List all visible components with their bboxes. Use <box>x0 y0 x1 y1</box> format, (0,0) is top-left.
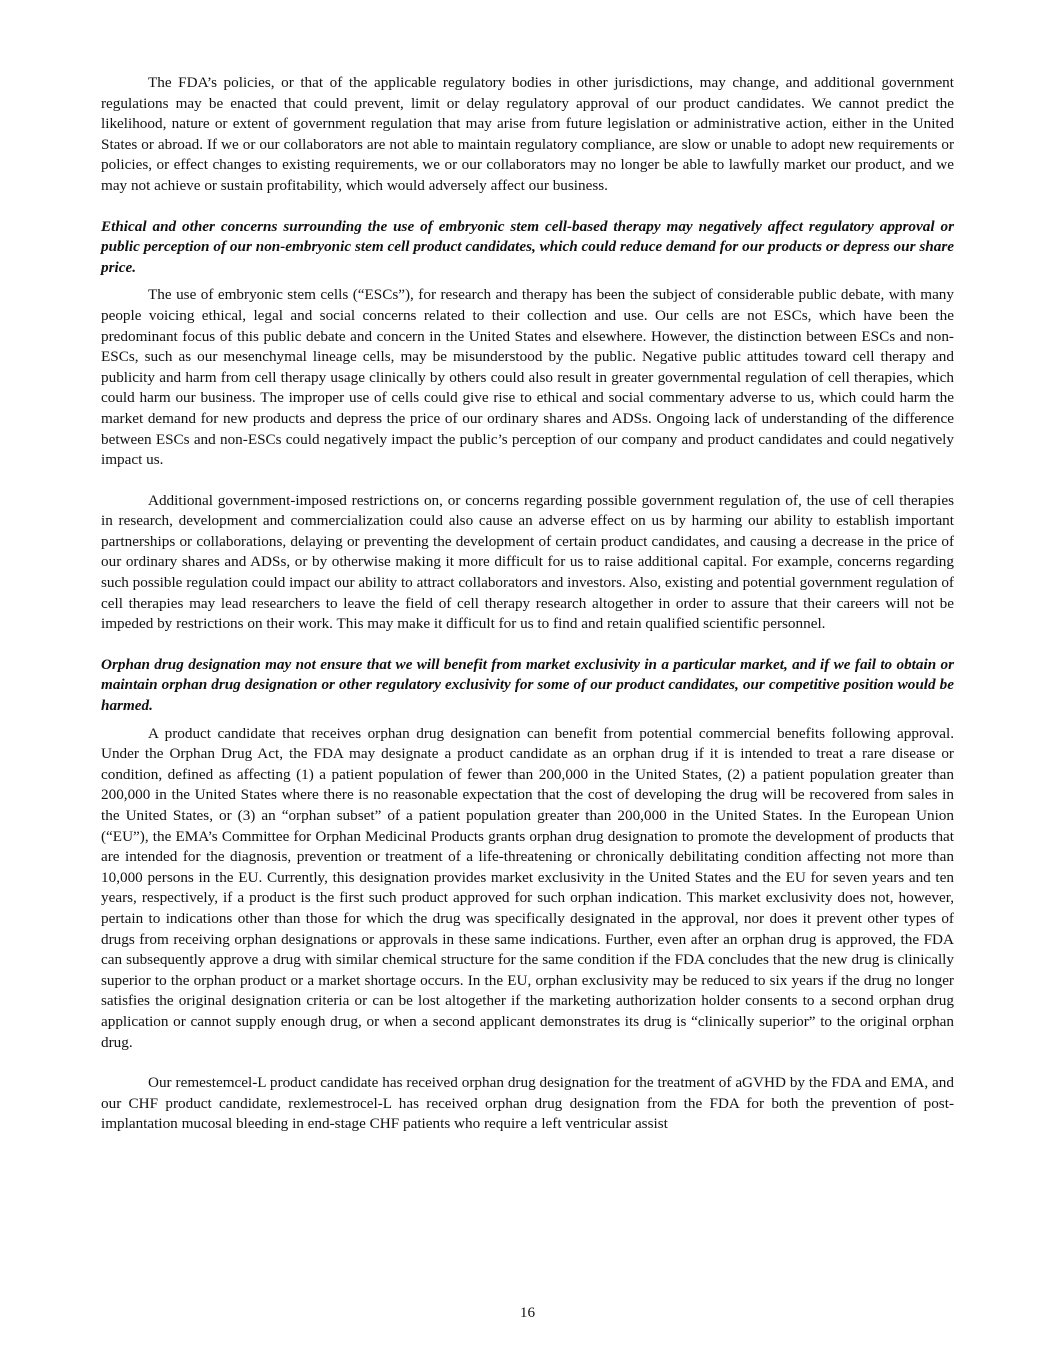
paragraph-orphan-drug-designation: A product candidate that receives orphan drug designation can benefit from potential commercial benefits following approval. Under the Orphan Drug Act, the FDA may designate a product candidate as an orphan drug if it is intended to treat a rare disease or condition, defined as affecting (1) a patient population of fewer than 200,000 in the United States, (2) a patient population greater than 200,000 in the United States where there is no reasonable expectation that the cost of developing the drug will be recovered from sales in the United States, or (3) an “orphan subset” of a patient population greater than 200,000 in the United States. In the European Union (“EU”), the EMA’s Committee for Orphan Medicinal Products grants orphan drug designation to promote the development of products that are intended for the diagnosis, prevention or treatment of a life-threatening or chronically debilitating condition affecting not more than 10,000 persons in the EU. Currently, this designation provides market exclusivity in the United States and the EU for seven years and ten years, respectively, if a product is the first such product approved for such orphan indication. This market exclusivity does not, however, pertain to indications other than those for which the drug was specifically designated in the approval, nor does it prevent other types of drugs from receiving orphan designations or approvals in these same indications. Further, even after an orphan drug is approved, the FDA can subsequently approve a drug with similar chemical structure for the same condition if the FDA concludes that the new drug is clinically superior to the orphan product or a market shortage occurs. In the EU, orphan exclusivity may be reduced to six years if the drug no longer satisfies the original designation criteria or can be lost altogether if the marketing authorization holder consents to a second orphan drug application or cannot supply enough drug, or when a second applicant demonstrates its drug is “clinically superior” to the original orphan drug. <box>101 724 954 1051</box>
paragraph-remestemcel: Our remestemcel-L product candidate has received orphan drug designation for the treatment of aGVHD by the FDA and EMA, and our CHF product candidate, rexlemestrocel-L has received orphan drug designation from the FDA for both the prevention of post-implantation mucosal bleeding in end-stage CHF patients who require a left ventricular assist <box>101 1074 954 1133</box>
paragraph-government-restrictions: Additional government-imposed restrictions on, or concerns regarding possible government regulation of, the use of cell therapies in research, development and commercialization could also cause an adverse effect on us by harming our ability to establish important partnerships or collaborations, delaying or preventing the development of certain product candidates, and causing a decrease in the price of our ordinary shares and ADSs, or by otherwise making it more difficult for us to raise additional capital. For example, concerns regarding such possible regulation could impact our ability to attract collaborators and investors. Also, existing and potential government regulation of cell therapies may lead researchers to leave the field of cell therapy research altogether in order to assure that their careers will not be impeded by restrictions on their work. This may make it difficult for us to find and retain qualified scientific personnel. <box>101 491 954 633</box>
paragraph-embryonic-stem-cells: The use of embryonic stem cells (“ESCs”), for research and therapy has been the subject of considerable public debate, with many people voicing ethical, legal and social concerns related to their collection and use. Our cells are not ESCs, which have been the predominant focus of this public debate and concern in the United States and elsewhere. However, the distinction between ESCs and non-ESCs, such as our mesenchymal lineage cells, may be misunderstood by the public. Negative public attitudes toward cell therapy and publicity and harm from cell therapy usage clinically by others could also result in greater governmental regulation of cell therapies, which could harm our business. The improper use of cells could give rise to ethical and social commentary adverse to us, which could harm the market demand for new products and depress the price of our ordinary shares and ADSs. Ongoing lack of understanding of the difference between ESCs and non-ESCs could negatively impact the public’s perception of our company and product candidates and could negatively impact us. <box>101 286 954 469</box>
paragraph-gap <box>101 197 954 217</box>
page-number: 16 <box>519 1304 536 1321</box>
heading-orphan-drug: Orphan drug designation may not ensure that we will benefit from market exclusivity in a particular market, and if we fail to obtain or maintain orphan drug designation or other regulatory exclusivity for some of our product candidates, our competitive position would be harmed. <box>101 655 954 715</box>
paragraph-fda-policies: The FDA’s policies, or that of the applicable regulatory bodies in other jurisdictions, may change, and additional government regulations may be enacted that could prevent, limit or delay regulatory approval of our product candidates. We cannot predict the likelihood, nature or extent of government regulation that may arise from future legislation or administrative action, either in the United States or abroad. If we or our collaborators are not able to maintain regulatory compliance, are slow or unable to adopt new requirements or policies, or effect changes to existing requirements, we or our collaborators may no longer be able to lawfully market our product, and we may not achieve or sustain profitability, which would adversely affect our business. <box>101 74 954 194</box>
heading-ethical-concerns: Ethical and other concerns surrounding the use of embryonic stem cell-based therapy may negatively affect regulatory approval or public perception of our non-embryonic stem cell product candidates, which could reduce demand for our products or depress our share price. <box>101 217 954 276</box>
paragraph-gap <box>101 635 954 655</box>
document-page <box>101 73 954 1135</box>
paragraph-gap <box>101 1053 954 1073</box>
paragraph-gap <box>101 471 954 491</box>
